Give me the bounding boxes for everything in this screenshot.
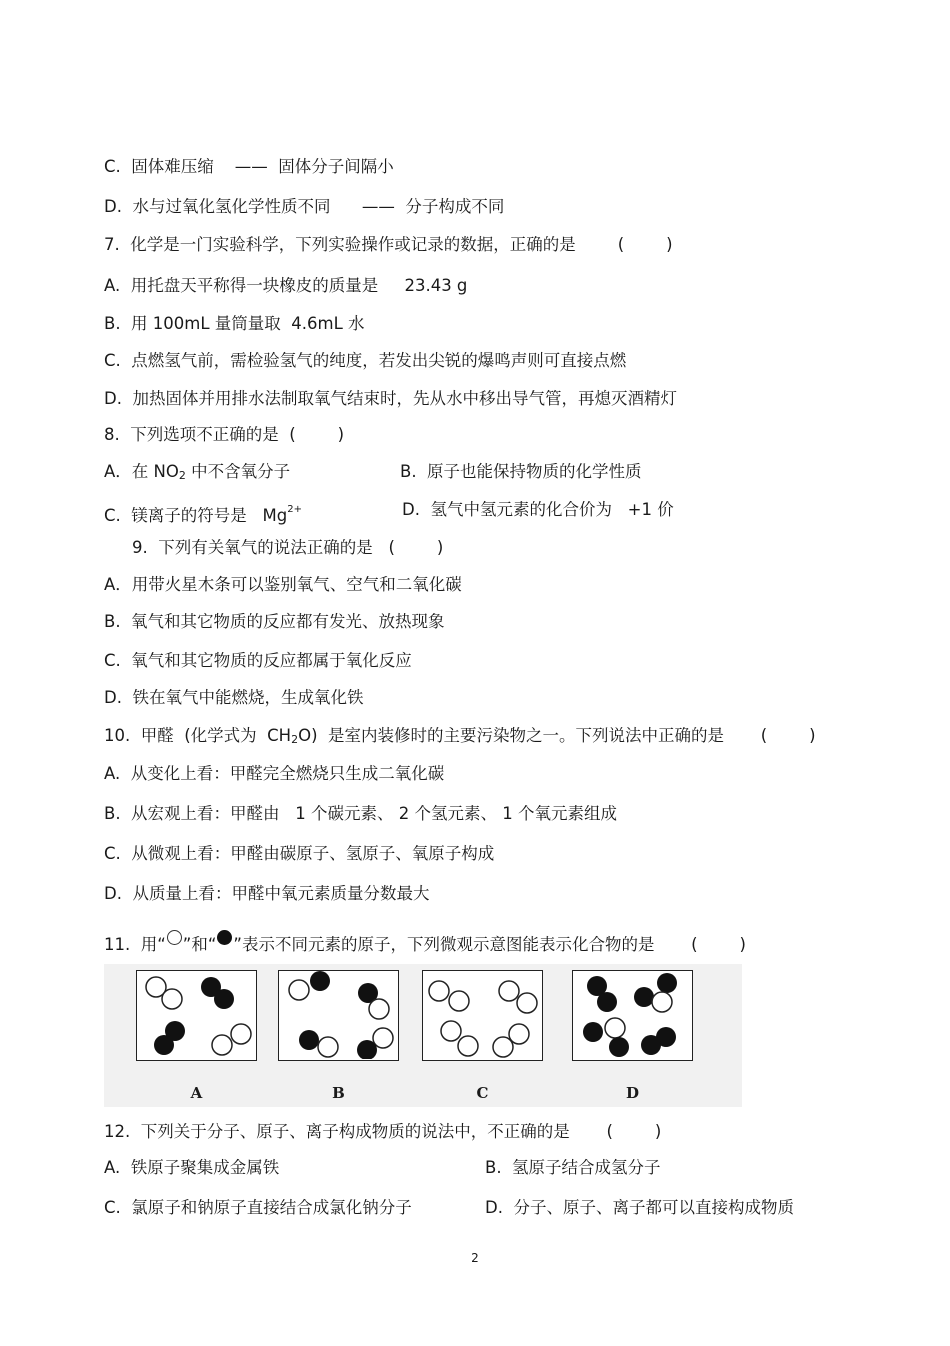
option-7b: B. 用 100mL 量筒量取 4.6mL 水 [104, 314, 365, 333]
diagram-c-atoms [423, 971, 541, 1059]
option-8b: B. 原子也能保持物质的化学性质 [400, 462, 642, 481]
diagram-c-label: C [476, 1084, 489, 1102]
option-8c: C. 镁离子的符号是 $Mg^{2+}$ [104, 504, 302, 525]
question-10: 10. 甲醛 (化学式为 CH2O) 是室内装修时的主要污染物之一。下列说法中正确的是 ( ) [104, 726, 816, 746]
option-7c: C. 点燃氢气前，需检验氢气的纯度，若发出尖锐的爆鸣声则可直接点燃 [104, 351, 627, 370]
option-9c: C. 氧气和其它物质的反应都属于氧化反应 [104, 651, 412, 670]
diagram-b-atoms [279, 971, 397, 1059]
diagram-a-label: A [190, 1084, 203, 1102]
diagram-b-label: B [332, 1084, 345, 1102]
diagram-d-atoms [573, 971, 691, 1059]
question-8: 8. 下列选项不正确的是 ( ) [104, 425, 345, 444]
option-12c: C. 氯原子和钠原子直接结合成氯化钠分子 [104, 1198, 412, 1217]
option-9a: A．用带火星木条可以鉴别氧气、空气和二氧化碳 [104, 575, 462, 594]
option-7a: A. 用托盘天平称得一块橡皮的质量是 23.43 g [104, 276, 468, 295]
diagram-b [278, 970, 399, 1061]
molecule-figure [104, 964, 742, 1107]
option-10c: C. 从微观上看：甲醛由碳原子、氢原子、氧原子构成 [104, 844, 495, 863]
option-10d: D. 从质量上看：甲醛中氧元素质量分数最大 [104, 884, 430, 903]
question-7: 7. 化学是一门实验科学，下列实验操作或记录的数据，正确的是 ( ) [104, 235, 673, 254]
option-10b: B. 从宏观上看：甲醛由 1 个碳元素、 2 个氢元素、 1 个氧元素组成 [104, 804, 618, 823]
option-8a: A．在 NO2 中不含氧分子 [104, 462, 291, 482]
diagram-d-label: D [625, 1084, 639, 1102]
option-12a: A. 铁原子聚集成金属铁 [104, 1158, 280, 1177]
option-9d: D. 铁在氧气中能燃烧，生成氧化铁 [104, 688, 364, 707]
question-12: 12. 下列关于分子、原子、离子构成物质的说法中，不正确的是 ( ) [104, 1122, 662, 1141]
option-6d: D. 水与过氧化氢化学性质不同 —— 分子构成不同 [104, 197, 505, 216]
option-10a: A. 从变化上看：甲醛完全燃烧只生成二氧化碳 [104, 764, 445, 783]
diagram-d [572, 970, 693, 1061]
option-12b: B. 氢原子结合成氢分子 [485, 1158, 661, 1177]
option-8d: D. 氢气中氢元素的化合价为 +1 价 [402, 500, 674, 519]
option-12d: D. 分子、原子、离子都可以直接构成物质 [485, 1198, 794, 1217]
option-6c: C. 固体难压缩 —— 固体分子间隔小 [104, 157, 394, 176]
diagram-a [136, 970, 257, 1061]
black-atom-icon [217, 930, 232, 945]
white-atom-icon [167, 930, 182, 945]
question-9: 9. 下列有关氧气的说法正确的是 ( ) [132, 538, 444, 557]
diagram-c [422, 970, 543, 1061]
page-number: 2 [471, 1251, 479, 1265]
question-11: 11. 用“ ”和“ ”表示不同元素的原子，下列微观示意图能表示化合物的是 ( ) [104, 930, 746, 956]
option-7d: D. 加热固体并用排水法制取氧气结束时，先从水中移出导气管，再熄灭酒精灯 [104, 389, 677, 408]
diagram-a-atoms [137, 971, 255, 1059]
option-9b: B. 氧气和其它物质的反应都有发光、放热现象 [104, 612, 445, 631]
